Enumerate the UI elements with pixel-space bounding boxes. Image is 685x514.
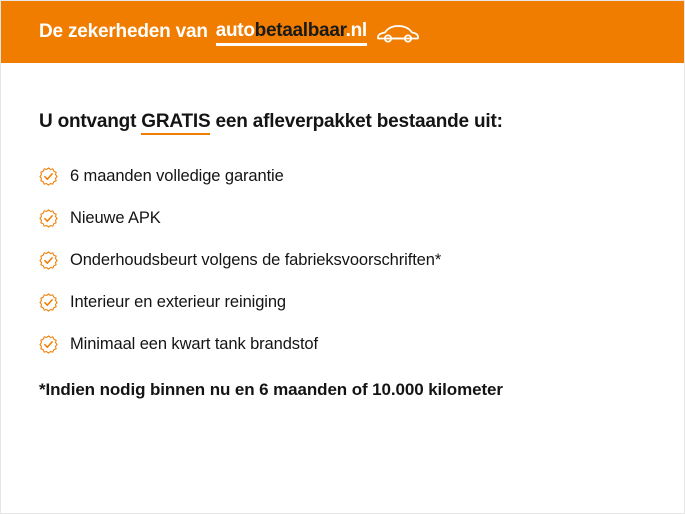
list-item bbox=[39, 335, 646, 354]
page-title bbox=[39, 111, 646, 133]
benefit-label: Nieuwe APK bbox=[70, 209, 161, 227]
card-body bbox=[1, 63, 684, 400]
benefit-label: Interieur en exterieur reiniging bbox=[70, 293, 287, 311]
check-badge-icon bbox=[39, 209, 58, 228]
benefit-label: Minimaal een kwart tank brandstof bbox=[70, 335, 318, 353]
banner-headline: De zekerheden van bbox=[39, 21, 208, 42]
list-item bbox=[39, 293, 646, 312]
check-badge-icon bbox=[39, 251, 58, 270]
headline-after: een afleverpakket bestaande uit: bbox=[210, 111, 503, 132]
brand-logo-part-betaalbaar: betaalbaar bbox=[254, 20, 346, 41]
brand-logo[interactable] bbox=[216, 20, 420, 46]
check-badge-icon bbox=[39, 167, 58, 186]
benefits-list bbox=[39, 167, 646, 354]
list-item bbox=[39, 251, 646, 270]
car-icon bbox=[376, 23, 420, 43]
headline-before: U ontvangt bbox=[39, 111, 142, 132]
brand-logo-part-tld: .nl bbox=[345, 20, 367, 41]
list-item bbox=[39, 167, 646, 186]
headline-highlight: GRATIS bbox=[141, 111, 210, 135]
footnote: *Indien nodig binnen nu en 6 maanden of 10.000 kilometer bbox=[39, 380, 503, 399]
header-banner bbox=[1, 1, 684, 63]
brand-logo-part-auto: auto bbox=[215, 20, 255, 41]
check-badge-icon bbox=[39, 293, 58, 312]
benefit-label: Onderhoudsbeurt volgens de fabrieksvoorschriften* bbox=[70, 251, 442, 269]
check-badge-icon bbox=[39, 335, 58, 354]
list-item bbox=[39, 209, 646, 228]
brand-logo-text bbox=[216, 20, 367, 46]
benefit-label: 6 maanden volledige garantie bbox=[70, 167, 284, 185]
